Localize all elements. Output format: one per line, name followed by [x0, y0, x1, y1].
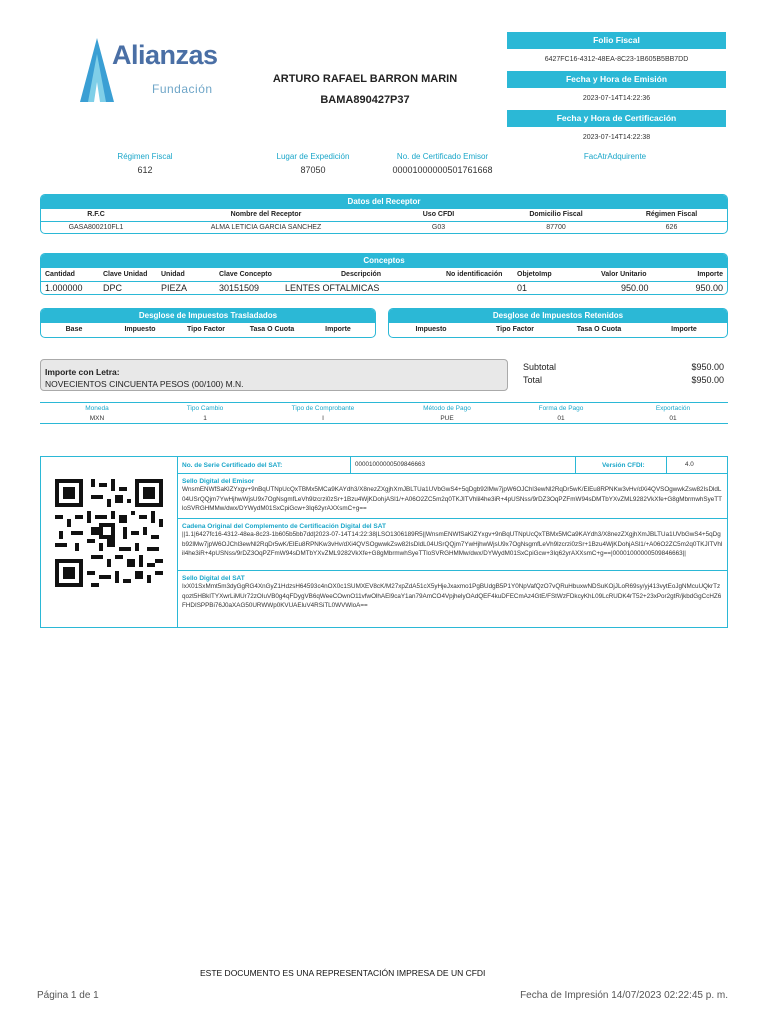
sat-serie-label: No. de Serie Certificado del SAT: [182, 462, 283, 469]
sat-serie-value: 00001000000509846663 [355, 461, 426, 468]
sat-details [177, 457, 727, 627]
meta-header: Tipo Cambio [186, 405, 224, 412]
sat-stamp-box [40, 456, 728, 628]
traslados-header: Importe [325, 326, 351, 333]
conceptos-title: Conceptos [41, 254, 727, 268]
receptor-header-row [41, 209, 727, 221]
retenidos-header: Tasa O Cuota [576, 326, 622, 333]
concepto-cell: 950.00 [695, 283, 723, 293]
conceptos-header: No identificación [446, 271, 503, 278]
fiscal-info-box [507, 32, 726, 149]
importe-letra-box [40, 359, 508, 391]
retenidos-title: Desglose de Impuestos Retenidos [389, 309, 727, 323]
total-value: $950.00 [691, 375, 724, 385]
concepto-cell: 950.00 [621, 283, 649, 293]
sello-sat-label: Sello Digital del SAT [182, 575, 245, 582]
sat-serie-row [178, 457, 727, 474]
meta-value: 1 [203, 415, 207, 422]
meta-header: Método de Pago [423, 405, 471, 412]
cadena-block [178, 519, 727, 571]
receptor-header: Uso CFDI [422, 211, 455, 218]
receptor-header: Régimen Fiscal [645, 211, 698, 218]
traslados-header-row [41, 323, 375, 337]
meta-header: Forma de Pago [538, 405, 584, 412]
meta-header-row [40, 403, 728, 414]
page-number: Página 1 de 1 [37, 990, 99, 1001]
cadena-value: ||1.1|6427fc16-4312-48ea-8c23-1b605b5bb7dd|2023-07-14T14:22:38|LSO1306189R5||WnsmENWfSaKlZYxgv+9nBqUTNpUcQxTBMx5MCa9KAYdh3/X8nezZXgjhXmJBLTUa1UVbGwS4+5qDgb92lMw7jpW6OJChl3ewNl2RqDr5wK/ElEu8RPNKw3vHv/dXi4QVSOgwwkZsw82IsDldL04USrQQjm7YwHjhwWjsU9x7OgNsgmfLeVh9lzcrzi0zSr+1Bzu4WjKDohjASl1/+A06O2ZC5m2q0TKJITVhlil4he3iR+4pUSNss/9rDZ3OqPZFmW94sDMTbYXvZML9282VkXfe+G8gMbrmwhSyeTTloSVRGHMMw/dwx/DYWydM01SxCpiGcw+3Iq62yrAXXsmC+g==|00001000000509846663|| [182, 531, 723, 557]
fac-label: FacAtrAdquirente [583, 152, 647, 161]
retenidos-header-row [389, 323, 727, 337]
concepto-cell: LENTES OFTALMICAS [285, 283, 380, 293]
conceptos-header: Clave Unidad [103, 271, 148, 278]
conceptos-section [40, 253, 728, 295]
cert-emisor-value: 00001000000501761668 [392, 165, 493, 175]
sello-emisor-value: WnsmENWfSaKlZYxgv+9nBqUTNpUcQxTBMx5MCa9KAYdh3/X8nezZXgjhXmJBLTUa1UVbGwS4+5qDgb92lMw7jpW6OJChl3ewNl2RqDr5wK/ElEu8RPNKw3vHv/dXi4QVSOgwwkZsw82IsDldL04USrQQjm7YwHjhwWjsU9x7OgNsgmfLeVh9lzcrzi0zSr+1Bzu4WjKDohjASl1/+A06O2ZC5m2q0TKJITVhlil4he3iR+4pUSNss/9rDZ3OqPZFmW94sDMTbYXvZML9282VkXfe+G8gMbrmwhSyeTTloSVRGHMMw/dwx/DYWydM01SxCpiGcw+3Iq62yrAXXsmC+g== [182, 486, 722, 512]
emitter-name: ARTURO RAFAEL BARRON MARIN [272, 73, 458, 85]
certificacion-value: 2023-07-14T14:22:38 [582, 134, 651, 141]
conceptos-header: Valor Unitario [601, 271, 647, 278]
importe-letra-label: Importe con Letra: [45, 367, 120, 377]
sat-version-value: 4.0 [685, 461, 694, 468]
retenidos-header: Impuesto [415, 326, 447, 333]
receptor-header: R.F.C [87, 211, 105, 218]
emision-value: 2023-07-14T14:22:36 [582, 95, 651, 102]
retenidos-header: Tipo Factor [496, 326, 534, 333]
sello-emisor-block [178, 474, 727, 519]
meta-value: 01 [669, 415, 677, 422]
logo-brand: Alianzas [112, 40, 218, 70]
folio-label: Folio Fiscal [507, 32, 726, 49]
retenidos-section [388, 308, 728, 338]
conceptos-header: Cantidad [45, 271, 75, 278]
meta-value: 01 [557, 415, 565, 422]
emitter-rfc: BAMA890427P37 [320, 94, 410, 106]
cadena-label: Cadena Original del Complemento de Certificación Digital del SAT [182, 523, 386, 530]
cert-emisor-label: No. de Certificado Emisor [396, 152, 489, 161]
receptor-title: Datos del Receptor [41, 195, 727, 209]
concepto-cell: DPC [103, 283, 123, 293]
conceptos-header: Importe [697, 271, 723, 278]
concepto-cell: 30151509 [219, 283, 260, 293]
importe-letra-value: NOVECIENTOS CINCUENTA PESOS (00/100) M.N. [45, 379, 244, 389]
sat-version-label: Versión CFDI: [602, 462, 645, 469]
print-date: Fecha de Impresión 14/07/2023 02:22:45 p. m. [520, 990, 728, 1001]
total-label: Total [523, 375, 543, 385]
sello-sat-block [178, 571, 727, 627]
meta-value: MXN [89, 415, 105, 422]
receptor-value: 87700 [546, 224, 566, 231]
qr-code-icon [55, 479, 163, 587]
logo [80, 38, 220, 104]
traslados-section [40, 308, 376, 338]
receptor-value-row [41, 221, 727, 233]
conceptos-row [41, 281, 727, 294]
traslados-title: Desglose de Impuestos Trasladados [41, 309, 375, 323]
meta-value: I [322, 415, 324, 422]
conceptos-header: Clave Concepto [219, 271, 272, 278]
traslados-header: Base [65, 326, 83, 333]
conceptos-header: Descripción [341, 271, 382, 278]
certificacion-label: Fecha y Hora de Certificación [507, 110, 726, 127]
logo-mark-icon [80, 38, 114, 102]
folio-value: 6427FC16-4312-48EA-8C23-1B605B5BB7DD [544, 56, 689, 63]
traslados-header: Impuesto [124, 326, 156, 333]
meta-value: PUE [440, 415, 454, 422]
regimen-value: 612 [137, 165, 153, 175]
conceptos-header: ObjetoImp [517, 271, 552, 278]
receptor-value: ALMA LETICIA GARCIA SANCHEZ [210, 224, 322, 231]
subtotal-value: $950.00 [691, 362, 724, 372]
regimen-label: Régimen Fiscal [117, 152, 173, 161]
meta-header: Moneda [85, 405, 109, 412]
concepto-cell: PIEZA [161, 283, 188, 293]
cfdi-note: ESTE DOCUMENTO ES UNA REPRESENTACIÓN IMPRESA DE UN CFDI [200, 968, 486, 978]
logo-sub: Fundación [152, 82, 213, 96]
meta-header: Exportación [655, 405, 691, 412]
receptor-value: 626 [665, 224, 678, 231]
retenidos-header: Importe [671, 326, 697, 333]
concepto-cell: 01 [517, 283, 528, 293]
traslados-header: Tipo Factor [187, 326, 225, 333]
meta-value-row [40, 414, 728, 424]
receptor-value: GASA800210FL1 [68, 224, 124, 231]
receptor-header: Nombre del Receptor [230, 211, 302, 218]
conceptos-header: Unidad [161, 271, 185, 278]
lugar-value: 87050 [300, 165, 326, 175]
meta-section [40, 402, 728, 424]
receptor-section [40, 194, 728, 234]
conceptos-header-row [41, 268, 727, 281]
meta-header: Tipo de Comprobante [291, 405, 355, 412]
concepto-cell: 1.000000 [45, 283, 83, 293]
emision-label: Fecha y Hora de Emisión [507, 71, 726, 88]
receptor-value: G03 [431, 224, 446, 231]
subtotal-label: Subtotal [523, 362, 557, 372]
sello-sat-value: IxX01SxMmt5m3dyGgRG4XnGyZ1HdzsH64593c4nOX0c1SUMXEV8cK/M27xpZdA51cX5yHjeJxaxmo1PgBUdgB5P1Y0NpVafQzO7vQRuHbuxwNDSuKOjJLoR69sy/yj413vytEoJgNMcuUQkrTzqozt5HBkITYXwrLiMUr72zOIuVB0g4qFDygVB6qWeeCOwnO11vfwOlhAEl9caY1an79AmCO4VpjhelyOAdQEF4kuDFECmAz4GtE/FStWzFDkcyKhL09LcRUDK4rT52+23xPor2gtR/jkbdGgCcHZ6FHDISPPBi76J0aXAG50URWWp0KVUAEluV4RSiTL0WVWloA== [182, 583, 722, 609]
traslados-header: Tasa O Cuota [249, 326, 295, 333]
receptor-header: Domicilio Fiscal [529, 211, 583, 218]
sello-emisor-label: Sello Digital del Emisor [182, 478, 255, 485]
lugar-label: Lugar de Expedición [276, 152, 350, 161]
